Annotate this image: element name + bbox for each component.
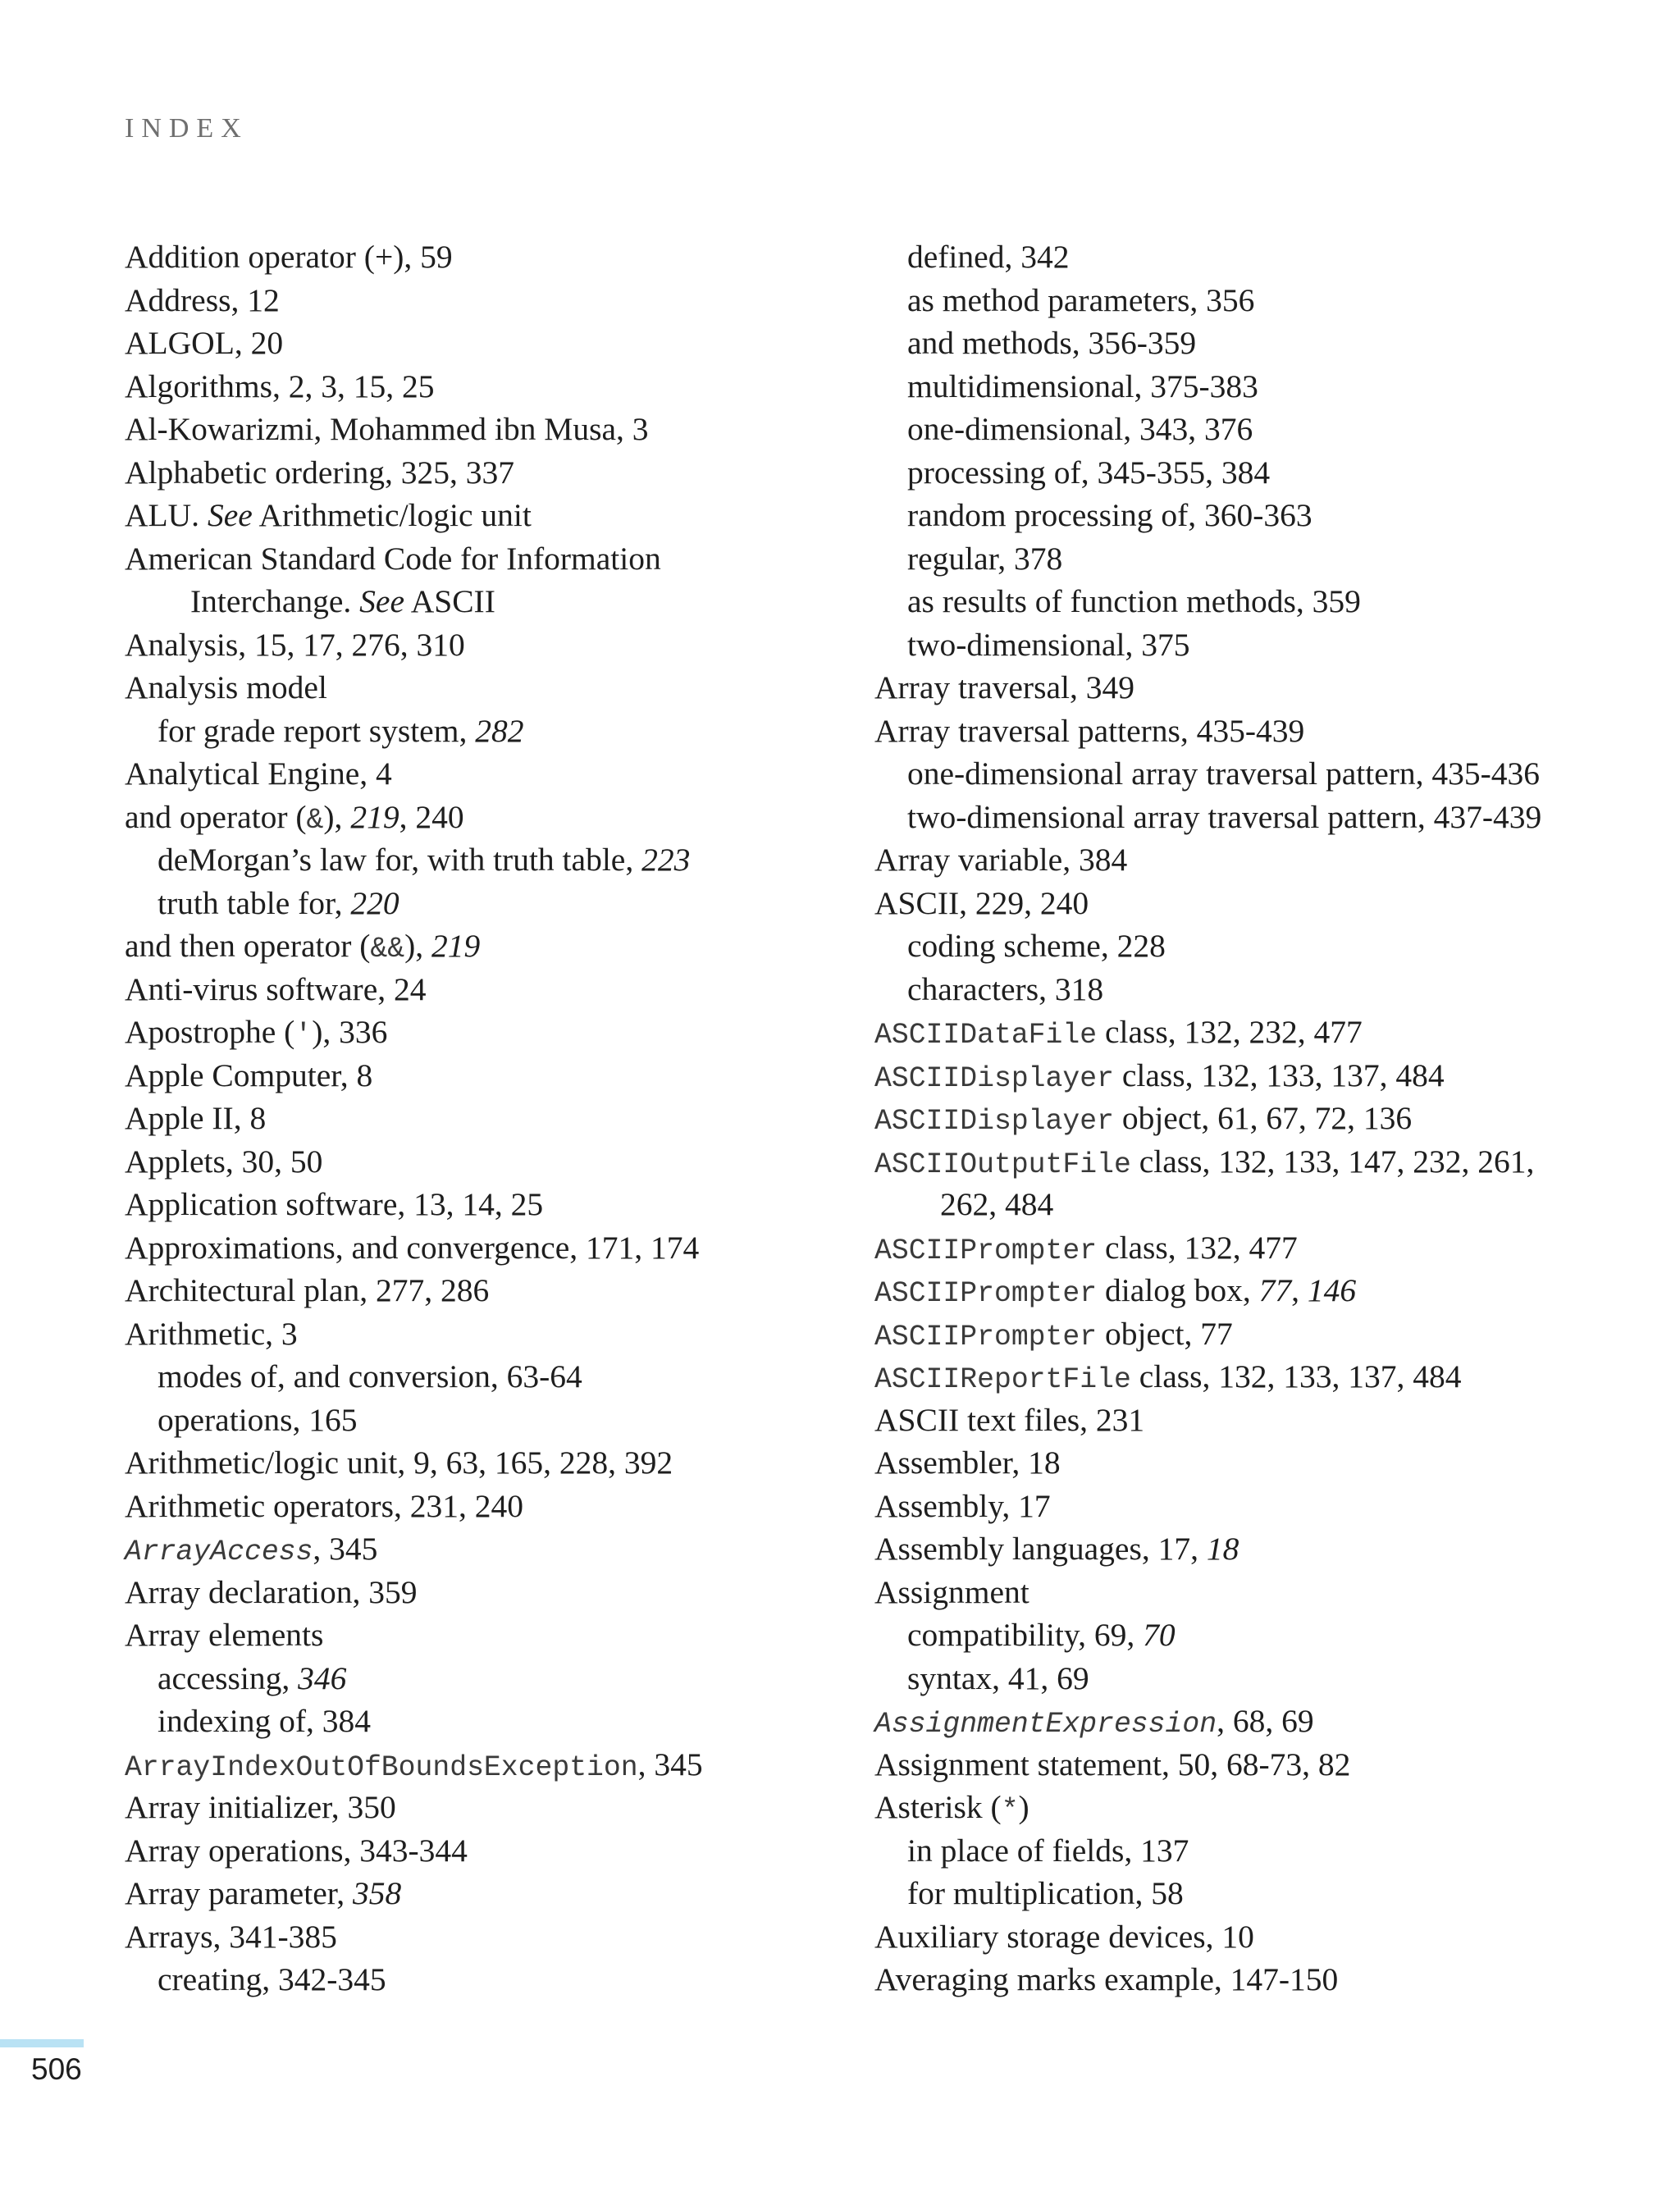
entry-text: AssignmentExpression	[874, 1709, 1217, 1741]
entry-text: Array traversal patterns, 435-439	[874, 712, 1305, 749]
entry-text: '	[294, 1020, 313, 1052]
entry-text: as results of function methods, 359	[907, 583, 1361, 619]
entry-text: &&	[370, 933, 405, 965]
entry-text: two-dimensional array traversal pattern, 437-439	[907, 798, 1542, 835]
page-number-accent-bar	[0, 2039, 84, 2047]
index-entry	[874, 882, 1646, 925]
entry-text: ),	[404, 928, 432, 964]
index-subentry	[125, 580, 871, 623]
entry-text: American Standard Code for Information	[125, 540, 661, 577]
index-entry	[125, 1829, 871, 1873]
entry-text: class, 132, 477	[1097, 1229, 1298, 1266]
entry-text: ,	[1291, 1272, 1308, 1308]
entry-text: Anti-virus software, 24	[125, 970, 427, 1007]
entry-text: ArrayAccess	[125, 1536, 313, 1568]
index-subentry	[874, 752, 1646, 796]
entry-text: Apple Computer, 8	[125, 1057, 373, 1093]
entry-text: Analysis model	[125, 669, 327, 705]
index-subentry	[874, 537, 1646, 581]
entry-text: Arithmetic/logic unit	[252, 497, 532, 533]
index-entry	[874, 1700, 1646, 1743]
entry-text: class, 132, 133, 137, 484	[1130, 1358, 1462, 1394]
entry-text: Arrays, 341-385	[125, 1918, 337, 1955]
entry-text: 18	[1206, 1531, 1239, 1567]
index-entry	[125, 796, 871, 839]
index-entry	[874, 1786, 1646, 1829]
index-entry	[125, 1140, 871, 1184]
entry-text: , 240	[399, 798, 464, 835]
index-entry	[125, 924, 871, 968]
index-entry	[125, 1097, 871, 1140]
index-subentry	[874, 924, 1646, 968]
entry-text: *	[1001, 1795, 1019, 1827]
entry-text: for multiplication, 58	[907, 1875, 1184, 1911]
index-entry	[125, 623, 871, 667]
index-entry	[874, 1054, 1646, 1098]
running-head: INDEX	[125, 113, 249, 144]
entry-text: Alphabetic ordering, 325, 337	[125, 454, 514, 491]
entry-text: defined, 342	[907, 239, 1070, 275]
index-entry	[125, 1054, 871, 1098]
entry-text: 146	[1307, 1272, 1357, 1308]
index-entry	[125, 1613, 871, 1657]
entry-text: 219	[431, 928, 481, 964]
index-entry	[125, 1269, 871, 1312]
entry-text: Architectural plan, 277, 286	[125, 1272, 490, 1308]
entry-text: truth table for,	[158, 884, 351, 921]
entry-text: ASCIIDisplayer	[874, 1106, 1114, 1138]
entry-text: Assignment	[874, 1573, 1029, 1610]
index-entry	[874, 1485, 1646, 1528]
entry-text: 70	[1143, 1617, 1176, 1653]
entry-text: ASCII	[404, 583, 495, 619]
index-subentry	[874, 968, 1646, 1011]
entry-text: Addition operator (+), 59	[125, 239, 453, 275]
entry-text: object, 77	[1097, 1315, 1233, 1352]
index-subentry	[874, 1183, 1646, 1226]
index-subentry	[125, 1399, 871, 1442]
entry-text: Analytical Engine, 4	[125, 755, 392, 792]
index-entry	[874, 1312, 1646, 1356]
entry-text: indexing of, 384	[158, 1703, 372, 1739]
index-entry	[125, 408, 871, 451]
index-subentry	[874, 1829, 1646, 1873]
entry-text: 282	[475, 712, 524, 749]
entry-text: Apple II, 8	[125, 1100, 267, 1136]
entry-text: for grade report system,	[158, 712, 476, 749]
index-entry	[125, 279, 871, 322]
entry-text: )	[1018, 1789, 1029, 1825]
entry-text: , 345	[313, 1531, 378, 1567]
index-entry	[874, 1915, 1646, 1959]
index-entry	[125, 1312, 871, 1356]
index-subentry	[874, 322, 1646, 365]
index-entry	[874, 1399, 1646, 1442]
entry-text: multidimensional, 375-383	[907, 367, 1258, 404]
index-entry	[874, 1269, 1646, 1312]
entry-text: deMorgan’s law for, with truth table,	[158, 842, 642, 878]
entry-text: one-dimensional, 343, 376	[907, 411, 1253, 447]
entry-text: Assembly languages, 17,	[874, 1531, 1207, 1567]
entry-text: 262, 484	[940, 1186, 1054, 1222]
index-subentry	[874, 494, 1646, 537]
entry-text: characters, 318	[907, 970, 1104, 1007]
entry-text: processing of, 345-355, 384	[907, 454, 1271, 491]
entry-text: ASCII text files, 231	[874, 1401, 1145, 1438]
entry-text: modes of, and conversion, 63-64	[158, 1358, 582, 1394]
entry-text: 223	[641, 842, 691, 878]
entry-text: Arithmetic operators, 231, 240	[125, 1487, 523, 1524]
entry-text: , 68, 69	[1217, 1703, 1314, 1739]
index-entry	[125, 752, 871, 796]
index-entry	[874, 1355, 1646, 1399]
entry-text: Assembler, 18	[874, 1445, 1061, 1481]
entry-text: ALGOL, 20	[125, 325, 284, 361]
index-entry	[125, 1915, 871, 1959]
index-entry	[125, 1743, 871, 1787]
entry-text: class, 132, 232, 477	[1097, 1014, 1363, 1050]
entry-text: and methods, 356-359	[907, 325, 1197, 361]
index-subentry	[874, 279, 1646, 322]
entry-text: Array elements	[125, 1617, 324, 1653]
index-subentry	[874, 365, 1646, 408]
entry-text: two-dimensional, 375	[907, 626, 1190, 663]
index-entry	[125, 451, 871, 495]
entry-text: &	[306, 804, 324, 837]
index-subentry	[125, 1958, 871, 2001]
index-entry	[125, 666, 871, 710]
entry-text: Auxiliary storage devices, 10	[874, 1918, 1254, 1955]
index-entry	[125, 1786, 871, 1829]
entry-text: ASCIIPrompter	[874, 1321, 1098, 1353]
entry-text: Apostrophe (	[125, 1014, 295, 1050]
entry-text: ASCII, 229, 240	[874, 884, 1089, 921]
index-entry	[874, 1571, 1646, 1614]
entry-text: 346	[298, 1659, 347, 1696]
entry-text: Averaging marks example, 147-150	[874, 1961, 1339, 1997]
index-subentry	[874, 796, 1646, 839]
entry-text: Assignment statement, 50, 68-73, 82	[874, 1746, 1351, 1782]
entry-text: Approximations, and convergence, 171, 174	[125, 1229, 700, 1266]
index-entry	[125, 968, 871, 1011]
entry-text: 77	[1258, 1272, 1292, 1308]
index-subentry	[874, 1872, 1646, 1915]
index-entry	[874, 1958, 1646, 2001]
entry-text: compatibility, 69,	[907, 1617, 1144, 1653]
index-entry	[874, 710, 1646, 753]
entry-text: ASCIIReportFile	[874, 1364, 1131, 1396]
entry-text: 220	[350, 884, 399, 921]
index-subentry	[874, 408, 1646, 451]
entry-text: Array initializer, 350	[125, 1789, 396, 1825]
index-entry	[125, 1183, 871, 1226]
entry-text: Array traversal, 349	[874, 669, 1134, 705]
entry-text: Arithmetic/logic unit, 9, 63, 165, 228, 392	[125, 1445, 673, 1481]
index-entry	[874, 1097, 1646, 1140]
index-column-right	[874, 235, 1646, 2001]
entry-text: operations, 165	[158, 1401, 358, 1438]
index-entry	[874, 1743, 1646, 1787]
entry-text: Array operations, 343-344	[125, 1832, 468, 1869]
entry-text: Asterisk (	[874, 1789, 1002, 1825]
entry-text: Array variable, 384	[874, 842, 1128, 878]
entry-text: in place of fields, 137	[907, 1832, 1189, 1869]
entry-text: ASCIIOutputFile	[874, 1148, 1131, 1181]
entry-text: ASCIIDataFile	[874, 1020, 1098, 1052]
index-subentry	[874, 580, 1646, 623]
entry-text: ASCIIPrompter	[874, 1235, 1098, 1267]
entry-text: Al-Kowarizmi, Mohammed ibn Musa, 3	[125, 411, 649, 447]
index-subentry	[125, 1700, 871, 1743]
index-entry	[874, 1140, 1646, 1184]
index-entry	[125, 1872, 871, 1915]
entry-text: and operator (	[125, 798, 307, 835]
index-entry	[125, 1011, 871, 1054]
entry-text: random processing of, 360-363	[907, 497, 1312, 533]
entry-text: Arithmetic, 3	[125, 1315, 298, 1352]
entry-text: and then operator (	[125, 928, 371, 964]
entry-text: Analysis, 15, 17, 276, 310	[125, 626, 465, 663]
index-entry	[125, 1571, 871, 1614]
entry-text: syntax, 41, 69	[907, 1659, 1089, 1696]
index-subentry	[874, 1613, 1646, 1657]
entry-text: object, 61, 67, 72, 136	[1113, 1100, 1413, 1136]
index-subentry	[874, 623, 1646, 667]
entry-text: Array declaration, 359	[125, 1573, 418, 1610]
entry-text: regular, 378	[907, 540, 1063, 577]
page-number: 506	[31, 2052, 82, 2086]
index-entry	[125, 322, 871, 365]
index-subentry	[125, 1657, 871, 1700]
entry-text: as method parameters, 356	[907, 281, 1255, 318]
entry-text: class, 132, 133, 147, 232, 261,	[1130, 1143, 1535, 1180]
entry-text: Array parameter,	[125, 1875, 354, 1911]
entry-text: See	[359, 583, 404, 619]
index-entry	[125, 1226, 871, 1270]
index-entry	[874, 1441, 1646, 1485]
entry-text: ),	[323, 798, 351, 835]
entry-text: 219	[350, 798, 399, 835]
entry-text: 358	[353, 1875, 402, 1911]
index-entry	[874, 838, 1646, 882]
index-entry	[874, 1527, 1646, 1571]
entry-text: Algorithms, 2, 3, 15, 25	[125, 367, 435, 404]
entry-text: dialog box,	[1097, 1272, 1259, 1308]
entry-text: ASCIIPrompter	[874, 1278, 1098, 1310]
index-subentry	[874, 235, 1646, 279]
index-subentry	[874, 451, 1646, 495]
entry-text: ), 336	[312, 1014, 388, 1050]
index-entry	[125, 365, 871, 408]
entry-text: Assembly, 17	[874, 1487, 1051, 1524]
entry-text: Application software, 13, 14, 25	[125, 1186, 544, 1222]
index-entry	[125, 494, 871, 537]
index-subentry	[125, 882, 871, 925]
entry-text: class, 132, 133, 137, 484	[1113, 1057, 1445, 1093]
entry-text: , 345	[637, 1746, 703, 1782]
index-entry	[125, 1485, 871, 1528]
index-entry	[125, 235, 871, 279]
entry-text: accessing,	[158, 1659, 299, 1696]
index-entry	[125, 1527, 871, 1571]
entry-text: ALU.	[125, 497, 208, 533]
entry-text: Address, 12	[125, 281, 280, 318]
index-subentry	[125, 1355, 871, 1399]
index-entry	[874, 1226, 1646, 1270]
entry-text: See	[207, 497, 253, 533]
entry-text: coding scheme, 228	[907, 928, 1166, 964]
index-entry	[874, 1011, 1646, 1054]
entry-text: Applets, 30, 50	[125, 1143, 323, 1180]
index-entry	[874, 666, 1646, 710]
index-subentry	[125, 838, 871, 882]
index-subentry	[125, 710, 871, 753]
entry-text: ArrayIndexOutOfBoundsException	[125, 1751, 638, 1784]
entry-text: Interchange.	[190, 583, 360, 619]
index-entry	[125, 537, 871, 581]
index-column-left	[125, 235, 871, 2001]
index-subentry	[874, 1657, 1646, 1700]
entry-text: creating, 342-345	[158, 1961, 386, 1997]
index-entry	[125, 1441, 871, 1485]
entry-text: one-dimensional array traversal pattern, 435-436	[907, 755, 1541, 792]
entry-text: ASCIIDisplayer	[874, 1062, 1114, 1095]
